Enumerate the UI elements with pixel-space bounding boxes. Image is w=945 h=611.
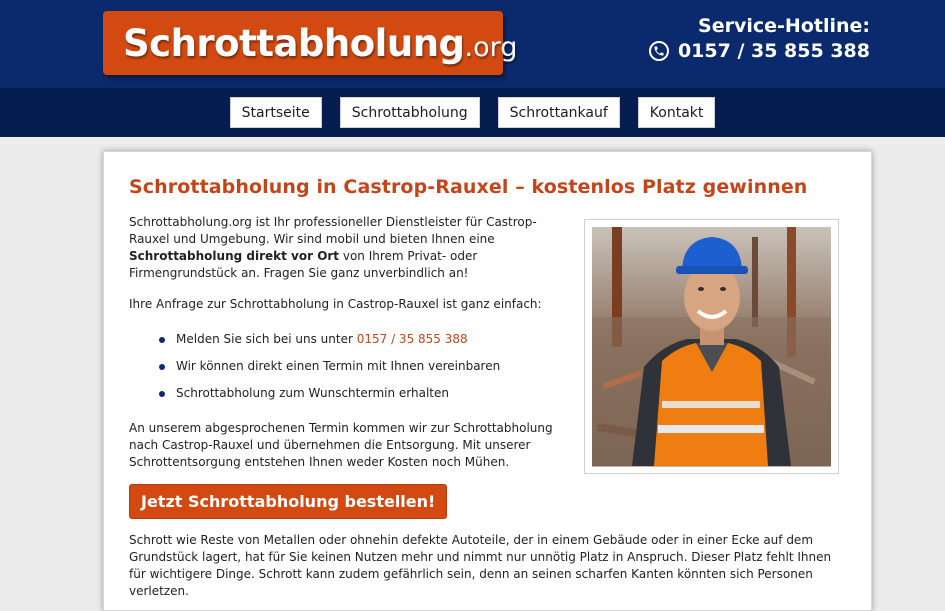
steps-intro: Ihre Anfrage zur Schrottabholung in Castrop-Rauxel ist ganz einfach: xyxy=(129,297,542,311)
worker-image xyxy=(592,227,831,466)
intro-text-part2: von Ihrem Privat- oder Firmengrundstück an. Fragen Sie ganz unverbindlich an! xyxy=(129,249,478,280)
list-item: Schrottabholung zum Wunschtermin erhalten xyxy=(159,385,569,402)
list-item xyxy=(159,331,569,348)
intro-text-bold: Schrottabholung direkt vor Ort xyxy=(129,249,340,263)
hotline-number[interactable]: 0157 / 35 855 388 xyxy=(677,40,870,62)
intro-text-part1: Schrottabholung.org ist Ihr professioneller Dienstleister für Castrop-Rauxel und Umgebung. Wir sind mobil und bieten Ihnen eine xyxy=(129,215,537,246)
order-pickup-button[interactable]: Jetzt Schrottabholung bestellen! xyxy=(129,484,447,519)
nav-item-startseite[interactable]: Startseite xyxy=(230,97,322,128)
list-item: Wir können direkt einen Termin mit Ihnen vereinbaren xyxy=(159,358,569,375)
nav-item-schrottabholung[interactable]: Schrottabholung xyxy=(340,97,480,128)
appointment-paragraph: An unserem abgesprochenen Termin kommen wir zur Schrottabholung nach Castrop-Rauxel und übernehmen die Entsorgung. Mit unserer Schrottentsorgung entstehen Ihnen weder Kosten noch Mühen. xyxy=(129,421,553,469)
steps-list xyxy=(159,331,569,402)
intro-column xyxy=(129,214,569,471)
page-title: Schrottabholung in Castrop-Rauxel – kostenlos Platz gewinnen xyxy=(129,176,808,198)
nav-item-kontakt[interactable]: Kontakt xyxy=(638,97,716,128)
site-header xyxy=(0,0,945,88)
phone-icon xyxy=(649,41,669,61)
step1-phone-link[interactable]: 0157 / 35 855 388 xyxy=(356,332,468,346)
intro-paragraph xyxy=(129,214,569,282)
service-hotline xyxy=(649,15,870,62)
hotline-title: Service-Hotline: xyxy=(698,15,870,37)
content-box xyxy=(103,151,872,611)
site-logo[interactable] xyxy=(103,11,518,75)
logo-main-text: Schrottabholung xyxy=(123,21,465,65)
worker-photo xyxy=(584,219,839,474)
nav-item-schrottankauf[interactable]: Schrottankauf xyxy=(498,97,620,128)
hotline-row[interactable] xyxy=(649,40,870,62)
step1-text: Melden Sie sich bei uns unter xyxy=(176,332,357,346)
main-navigation xyxy=(0,88,945,137)
scrap-paragraph: Schrott wie Reste von Metallen oder ohnehin defekte Autoteile, der in einem Gebäude oder in einer Ecke auf dem Grundstück lagert, hat für Sie keinen Nutzen mehr und nimmt nur unnötig Platz in Anspruch. Dieser Platz fehlt Ihnen für wichtigere Dinge. Schrott kann zudem gefährlich sein, denn an seinen scharfen Kanten könnten sich Personen verletzen. xyxy=(129,533,832,598)
logo-tld-text: .org xyxy=(464,31,518,63)
